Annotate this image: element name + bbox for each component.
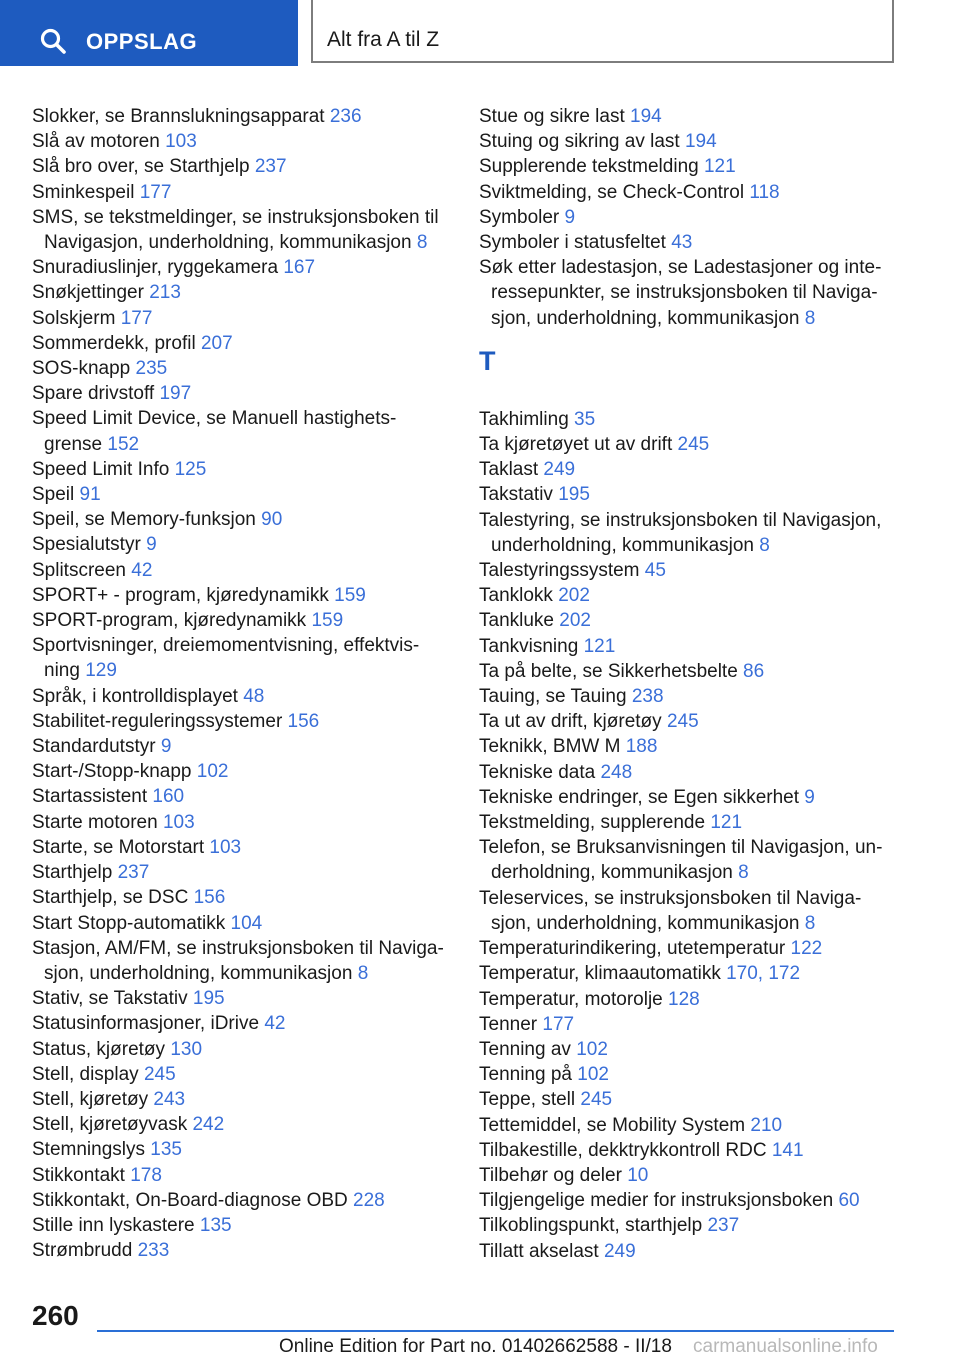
index-entry-page-link[interactable]: 207: [200, 332, 233, 354]
index-entry: [479, 104, 899, 129]
index-entry-page-link[interactable]: 118: [749, 181, 780, 203]
index-entry-text: Søk etter ladestasjon, se Ladestasjoner og inte-ressepunkter, se instruksjonsboken til Naviga-sjon, underholdning, kommunikasjon: [479, 257, 882, 329]
index-entry-text: Stikkontakt: [32, 1164, 125, 1186]
index-entry: [479, 1213, 899, 1238]
index-entry-page-link[interactable]: 102: [196, 761, 229, 783]
index-entry-page-link[interactable]: 90: [261, 509, 283, 531]
index-entry-text: Teleservices, se instruksjonsboken til Naviga-sjon, underholdning, kommunikasjon: [479, 887, 862, 934]
index-entry-text: Sommerdekk, profil: [32, 332, 196, 354]
index-entry-text: Talestyring, se instruksjonsboken til Navigasjon, underholdning, kommunikasjon: [479, 509, 882, 556]
index-entry-text: Tekniske endringer, se Egen sikkerhet: [479, 786, 800, 808]
index-entry: [479, 129, 899, 154]
index-entry: [32, 406, 452, 456]
index-entry: [479, 482, 899, 507]
index-entry: [479, 1163, 899, 1188]
index-entry: [479, 810, 899, 835]
index-entry: [32, 810, 452, 835]
index-entry-page-link[interactable]: 129: [85, 660, 117, 682]
index-entry-text: Stell, display: [32, 1063, 139, 1085]
index-entry-page-link[interactable]: 103: [162, 811, 195, 833]
index-entry-page-link[interactable]: 167: [283, 257, 316, 279]
index-entry-text: Speed Limit Info: [32, 458, 170, 480]
index-entry-text: Tillatt akselast: [479, 1240, 599, 1262]
index-entry-text: Tenner: [479, 1013, 538, 1035]
index-entry-page-link[interactable]: 141: [771, 1139, 804, 1161]
index-entry-text: Stille inn lyskastere: [32, 1214, 195, 1236]
index-entry-text: Språk, i kontrolldisplayet: [32, 685, 238, 707]
index-entry-page-link[interactable]: 245: [677, 434, 710, 456]
index-entry-text: Solskjerm: [32, 307, 116, 329]
index-entry: [32, 986, 452, 1011]
index-entry: [479, 936, 899, 961]
index-entry-text: Starte, se Motorstart: [32, 836, 205, 858]
index-entry: [32, 255, 452, 280]
index-entry-page-link[interactable]: 228: [353, 1189, 385, 1211]
index-entry-text: Snøkjettinger: [32, 282, 144, 304]
index-entry-text: Standardutstyr: [32, 736, 156, 758]
index-entry-page-link[interactable]: 194: [684, 131, 717, 153]
index-entry: [32, 784, 452, 809]
index-entry-text: Slokker, se Brannslukningsapparat: [32, 106, 325, 127]
index-entry-text: Stuing og sikring av last: [479, 131, 680, 153]
index-entry-page-link[interactable]: 188: [625, 736, 658, 758]
index-entry: [479, 407, 899, 432]
index-entry: [479, 1062, 899, 1087]
index-entry-text: Start Stopp-automatikk: [32, 912, 226, 934]
index-entry: [479, 583, 899, 608]
index-entry: [32, 154, 452, 179]
index-column-left: [32, 104, 452, 1263]
index-entry: [32, 835, 452, 860]
index-entry: [32, 1238, 452, 1263]
index-entry-page-link[interactable]: 125: [174, 458, 207, 480]
index-entry-text: Speil: [32, 484, 75, 506]
index-entry-page-link[interactable]: 156: [287, 710, 320, 732]
index-entry-page-link[interactable]: 135: [150, 1139, 182, 1161]
index-entry: [479, 785, 899, 810]
index-entry: [479, 180, 899, 205]
index-entry-page-link[interactable]: 242: [192, 1114, 225, 1136]
index-entry-page-link[interactable]: 35: [574, 408, 596, 430]
index-entry-text: Temperatur, motorolje: [479, 988, 663, 1010]
index-entry-text: SMS, se tekstmeldinger, se instruksjonsboken til Navigasjon, underholdning, kommunikasjon: [32, 206, 439, 254]
index-entry-page-link[interactable]: 177: [139, 181, 172, 203]
index-entry-text: Stikkontakt, On-Board-diagnose OBD: [32, 1189, 348, 1211]
index-entry-page-link[interactable]: 104: [230, 912, 263, 934]
index-entry: [32, 684, 452, 709]
index-entry: [479, 659, 899, 684]
index-entry-page-link[interactable]: 9: [564, 206, 576, 228]
index-entry: [479, 1012, 899, 1037]
index-entry-page-link[interactable]: 8: [357, 962, 369, 984]
index-entry: [479, 987, 899, 1012]
index-entry-page-link[interactable]: 245: [666, 711, 699, 733]
index-entry-page-link[interactable]: 9: [146, 534, 157, 556]
index-entry: [32, 734, 452, 759]
index-entry-page-link[interactable]: 202: [559, 610, 591, 632]
index-entry-page-link[interactable]: 243: [153, 1088, 186, 1110]
index-entry-page-link[interactable]: 8: [738, 862, 749, 884]
index-entry: [32, 532, 452, 557]
index-entry-text: Ta kjøretøyet ut av drift: [479, 434, 673, 456]
index-entry-text: Strømbrudd: [32, 1240, 133, 1262]
index-entry: [32, 709, 452, 734]
index-entry: [479, 1239, 899, 1264]
index-entry-text: Symboler: [479, 206, 560, 228]
index-entry-page-link[interactable]: 170, 172: [726, 963, 801, 985]
index-entry-page-link[interactable]: 8: [804, 307, 816, 329]
index-entry: [32, 129, 452, 154]
index-entry-page-link[interactable]: 156: [193, 887, 226, 909]
index-entry-page-link[interactable]: 121: [710, 812, 743, 834]
index-entry-text: Stell, kjøretøy: [32, 1088, 149, 1110]
index-entry-text: SOS-knapp: [32, 358, 131, 380]
index-entry-page-link[interactable]: 8: [759, 534, 770, 556]
index-entry: [479, 558, 899, 583]
index-entry: [32, 608, 452, 633]
index-entry: [32, 633, 452, 683]
index-entry-text: Tankluke: [479, 610, 554, 632]
index-group-s-continued: [479, 104, 899, 331]
index-entry: [32, 1087, 452, 1112]
index-entry-page-link[interactable]: 178: [130, 1164, 162, 1186]
index-entry-text: Tekstmelding, supplerende: [479, 812, 706, 834]
index-entry-page-link[interactable]: 48: [243, 685, 265, 707]
index-entry: [32, 507, 452, 532]
index-entry-text: Sportvisninger, dreiemomentvisning, effektvis-ning: [32, 635, 420, 682]
index-entry: [479, 709, 899, 734]
index-entry-text: SPORT+ - program, kjøredynamikk: [32, 584, 329, 606]
index-entry-page-link[interactable]: 202: [558, 585, 590, 607]
index-entry-page-link[interactable]: 235: [135, 358, 168, 380]
index-entry: [479, 835, 899, 885]
index-entry: [479, 1138, 899, 1163]
index-entry-text: Snuradiuslinjer, ryggekamera: [32, 257, 279, 279]
index-entry-text: Tanklokk: [479, 585, 553, 607]
index-entry-page-link[interactable]: 103: [165, 131, 197, 153]
index-entry: [479, 432, 899, 457]
index-entry: [479, 1113, 899, 1138]
index-entry-text: Supplerende tekstmelding: [479, 156, 699, 178]
index-entry-text: Starte motoren: [32, 811, 158, 833]
index-entry-text: Tilkoblingspunkt, starthjelp: [479, 1215, 703, 1237]
index-entry: [32, 759, 452, 784]
index-entry-page-link[interactable]: 103: [209, 836, 242, 858]
index-entry-page-link[interactable]: 121: [703, 156, 736, 178]
index-entry-page-link[interactable]: 233: [137, 1240, 170, 1262]
index-entry: [479, 961, 899, 986]
index-entry: [32, 558, 452, 583]
index-entry-page-link[interactable]: 249: [603, 1240, 636, 1262]
index-entry-page-link[interactable]: 248: [600, 761, 633, 783]
index-entry: [479, 230, 899, 255]
index-entry-text: Tilgjengelige medier for instruksjonsboken: [479, 1190, 834, 1212]
index-entry-page-link[interactable]: 152: [107, 433, 140, 455]
index-entry: [479, 255, 899, 331]
index-entry-text: SPORT-program, kjøredynamikk: [32, 610, 307, 632]
index-entry-text: Sminkespeil: [32, 181, 135, 203]
index-entry: [479, 457, 899, 482]
index-entry-text: Stell, kjøretøyvask: [32, 1114, 188, 1136]
index-entry-text: Ta på belte, se Sikkerhetsbelte: [479, 660, 738, 682]
index-entry: [32, 180, 452, 205]
index-entry-text: Tilbehør og deler: [479, 1164, 622, 1186]
index-entry-text: Tenning av: [479, 1038, 571, 1060]
index-entry: [32, 457, 452, 482]
index-entry: [32, 1112, 452, 1137]
index-entry-page-link[interactable]: 86: [743, 660, 765, 682]
index-entry-page-link[interactable]: 60: [838, 1190, 860, 1212]
index-entry-page-link[interactable]: 236: [329, 106, 362, 127]
index-group-t: [479, 407, 899, 1264]
index-entry-text: Taklast: [479, 459, 539, 481]
index-entry-text: Start-/Stopp-knapp: [32, 761, 192, 783]
index-entry-text: Stativ, se Takstativ: [32, 988, 188, 1010]
index-entry-text: Temperaturindikering, utetemperatur: [479, 938, 786, 960]
lookup-tab[interactable]: [0, 0, 298, 66]
index-entry: [32, 860, 452, 885]
index-entry-text: Talestyringssystem: [479, 560, 640, 582]
index-entry: [32, 885, 452, 910]
index-entry-page-link[interactable]: 177: [120, 307, 153, 329]
index-entry-page-link[interactable]: 210: [750, 1114, 783, 1136]
index-entry-text: Tettemiddel, se Mobility System: [479, 1114, 746, 1136]
index-entry-text: Statusinformasjoner, iDrive: [32, 1013, 260, 1035]
index-entry-page-link[interactable]: 45: [644, 560, 666, 582]
index-entry-text: Temperatur, klimaautomatikk: [479, 963, 721, 985]
index-entry: [479, 1037, 899, 1062]
lookup-label: OPPSLAG: [86, 29, 198, 54]
letter-heading: T: [479, 345, 496, 376]
index-entry: [479, 508, 899, 558]
index-entry-page-link[interactable]: 10: [627, 1164, 649, 1186]
index-entry: [479, 634, 899, 659]
index-entry-page-link[interactable]: 195: [192, 988, 225, 1010]
index-entry-text: Takstativ: [479, 484, 553, 506]
index-entry: [32, 1188, 452, 1213]
index-entry-page-link[interactable]: 213: [149, 282, 181, 304]
edition-text: Online Edition for Part no. 01402662588 - II/18: [279, 1336, 672, 1357]
index-entry: [32, 280, 452, 305]
index-entry-text: Starthjelp, se DSC: [32, 887, 189, 909]
index-entry-text: Tankvisning: [479, 635, 579, 657]
index-entry-text: Stasjon, AM/FM, se instruksjonsboken til Naviga-sjon, underholdning, kommunikasjon: [32, 937, 444, 984]
index-entry-text: Spesialutstyr: [32, 534, 141, 556]
index-entry: [32, 356, 452, 381]
index-entry-page-link[interactable]: 9: [160, 736, 172, 758]
index-entry-text: Telefon, se Bruksanvisningen til Navigasjon, un-derholdning, kommunikasjon: [479, 837, 883, 884]
index-entry-text: Tilbakestille, dekktrykkontroll RDC: [479, 1139, 767, 1161]
search-icon: [40, 28, 66, 54]
index-entry: [479, 886, 899, 936]
index-entry: [479, 1087, 899, 1112]
index-entry: [32, 1137, 452, 1162]
index-entry-page-link[interactable]: 177: [542, 1013, 575, 1035]
index-entry: [32, 1163, 452, 1188]
index-entry-text: Startassistent: [32, 786, 148, 808]
index-entry-text: Status, kjøretøy: [32, 1038, 166, 1060]
index-entry: [32, 583, 452, 608]
index-entry-page-link[interactable]: 42: [264, 1013, 286, 1035]
index-entry-text: Slå av motoren: [32, 131, 160, 153]
footer-divider: [97, 1330, 894, 1332]
watermark: carmanualsonline.info: [693, 1336, 878, 1357]
index-entry: [32, 1037, 452, 1062]
index-entry-text: Symboler i statusfeltet: [479, 232, 666, 254]
index-entry-page-link[interactable]: 121: [583, 635, 616, 657]
index-entry: [32, 1213, 452, 1238]
index-entry-text: Spare drivstoff: [32, 383, 155, 405]
index-entry: [32, 306, 452, 331]
index-entry-page-link[interactable]: 238: [631, 686, 664, 708]
index-entry-page-link[interactable]: 159: [334, 584, 366, 606]
index-column-right: [479, 104, 899, 1264]
index-entry-page-link[interactable]: 128: [668, 988, 700, 1010]
index-entry-page-link[interactable]: 91: [79, 484, 101, 506]
index-entry: [32, 1011, 452, 1036]
index-entry-text: Takhimling: [479, 408, 569, 430]
index-entry: [32, 911, 452, 936]
index-entry-text: Stue og sikre last: [479, 106, 625, 127]
index-entry-page-link[interactable]: 102: [576, 1038, 608, 1060]
index-entry-page-link[interactable]: 195: [558, 484, 590, 506]
index-entry: [32, 482, 452, 507]
index-entry-page-link[interactable]: 8: [416, 232, 428, 254]
index-entry-page-link[interactable]: 249: [543, 459, 576, 481]
index-entry-page-link[interactable]: 43: [671, 232, 693, 254]
index-entry-text: Splitscreen: [32, 559, 126, 581]
index-entry: [479, 608, 899, 633]
index-entry-page-link[interactable]: 130: [170, 1038, 203, 1060]
index-entry-text: Teknikk, BMW M: [479, 736, 621, 758]
index-entry-page-link[interactable]: 194: [630, 106, 662, 127]
index-entry-page-link[interactable]: 8: [804, 912, 816, 934]
index-entry: [479, 734, 899, 759]
index-entry: [479, 205, 899, 230]
index-entry-page-link[interactable]: 245: [580, 1089, 613, 1111]
index-entry-text: Sviktmelding, se Check-Control: [479, 181, 745, 203]
page-number: 260: [32, 1300, 79, 1331]
index-entry-text: Tenning på: [479, 1064, 572, 1086]
index-entry-page-link[interactable]: 197: [159, 383, 192, 405]
index-entry-text: Teppe, stell: [479, 1089, 576, 1111]
index-entry-text: Stemningslys: [32, 1139, 145, 1161]
section-title: Alt fra A til Z: [327, 28, 440, 51]
index-entry-page-link[interactable]: 159: [311, 610, 344, 632]
index-entry: [479, 154, 899, 179]
index-entry-text: Ta ut av drift, kjøretøy: [479, 711, 662, 733]
index-entry: [479, 760, 899, 785]
index-entry-text: Slå bro over, se Starthjelp: [32, 156, 250, 178]
index-entry: [479, 1188, 899, 1213]
index-entry-text: Speil, se Memory-funksjon: [32, 509, 256, 531]
section-title-tab: [311, 0, 894, 63]
index-entry: [32, 1062, 452, 1087]
index-entry-page-link[interactable]: 245: [143, 1063, 176, 1085]
index-entry: [32, 381, 452, 406]
index-entry: [32, 104, 452, 129]
index-entry: [32, 205, 452, 255]
index-entry: [32, 936, 452, 986]
index-entry-page-link[interactable]: 160: [152, 786, 185, 808]
index-entry-text: Starthjelp: [32, 862, 113, 884]
index-entry-page-link[interactable]: 237: [254, 156, 287, 178]
page-header: [0, 0, 960, 66]
index-entry-page-link[interactable]: 135: [199, 1214, 232, 1236]
index-entry: [32, 331, 452, 356]
index-entry-page-link[interactable]: 237: [707, 1215, 740, 1237]
index-entry-text: Tekniske data: [479, 761, 596, 783]
index-entry-page-link[interactable]: 102: [577, 1064, 609, 1086]
index-entry: [479, 684, 899, 709]
index-entry-text: Tauing, se Tauing: [479, 686, 627, 708]
index-entry-page-link[interactable]: 42: [131, 559, 153, 581]
index-entry-text: Stabilitet-reguleringssystemer: [32, 710, 283, 732]
index-entry-page-link[interactable]: 9: [804, 786, 815, 808]
index-entry-text: Speed Limit Device, se Manuell hastighets-grense: [32, 408, 397, 455]
index-entry-page-link[interactable]: 122: [790, 938, 823, 960]
index-entry-page-link[interactable]: 237: [117, 862, 150, 884]
